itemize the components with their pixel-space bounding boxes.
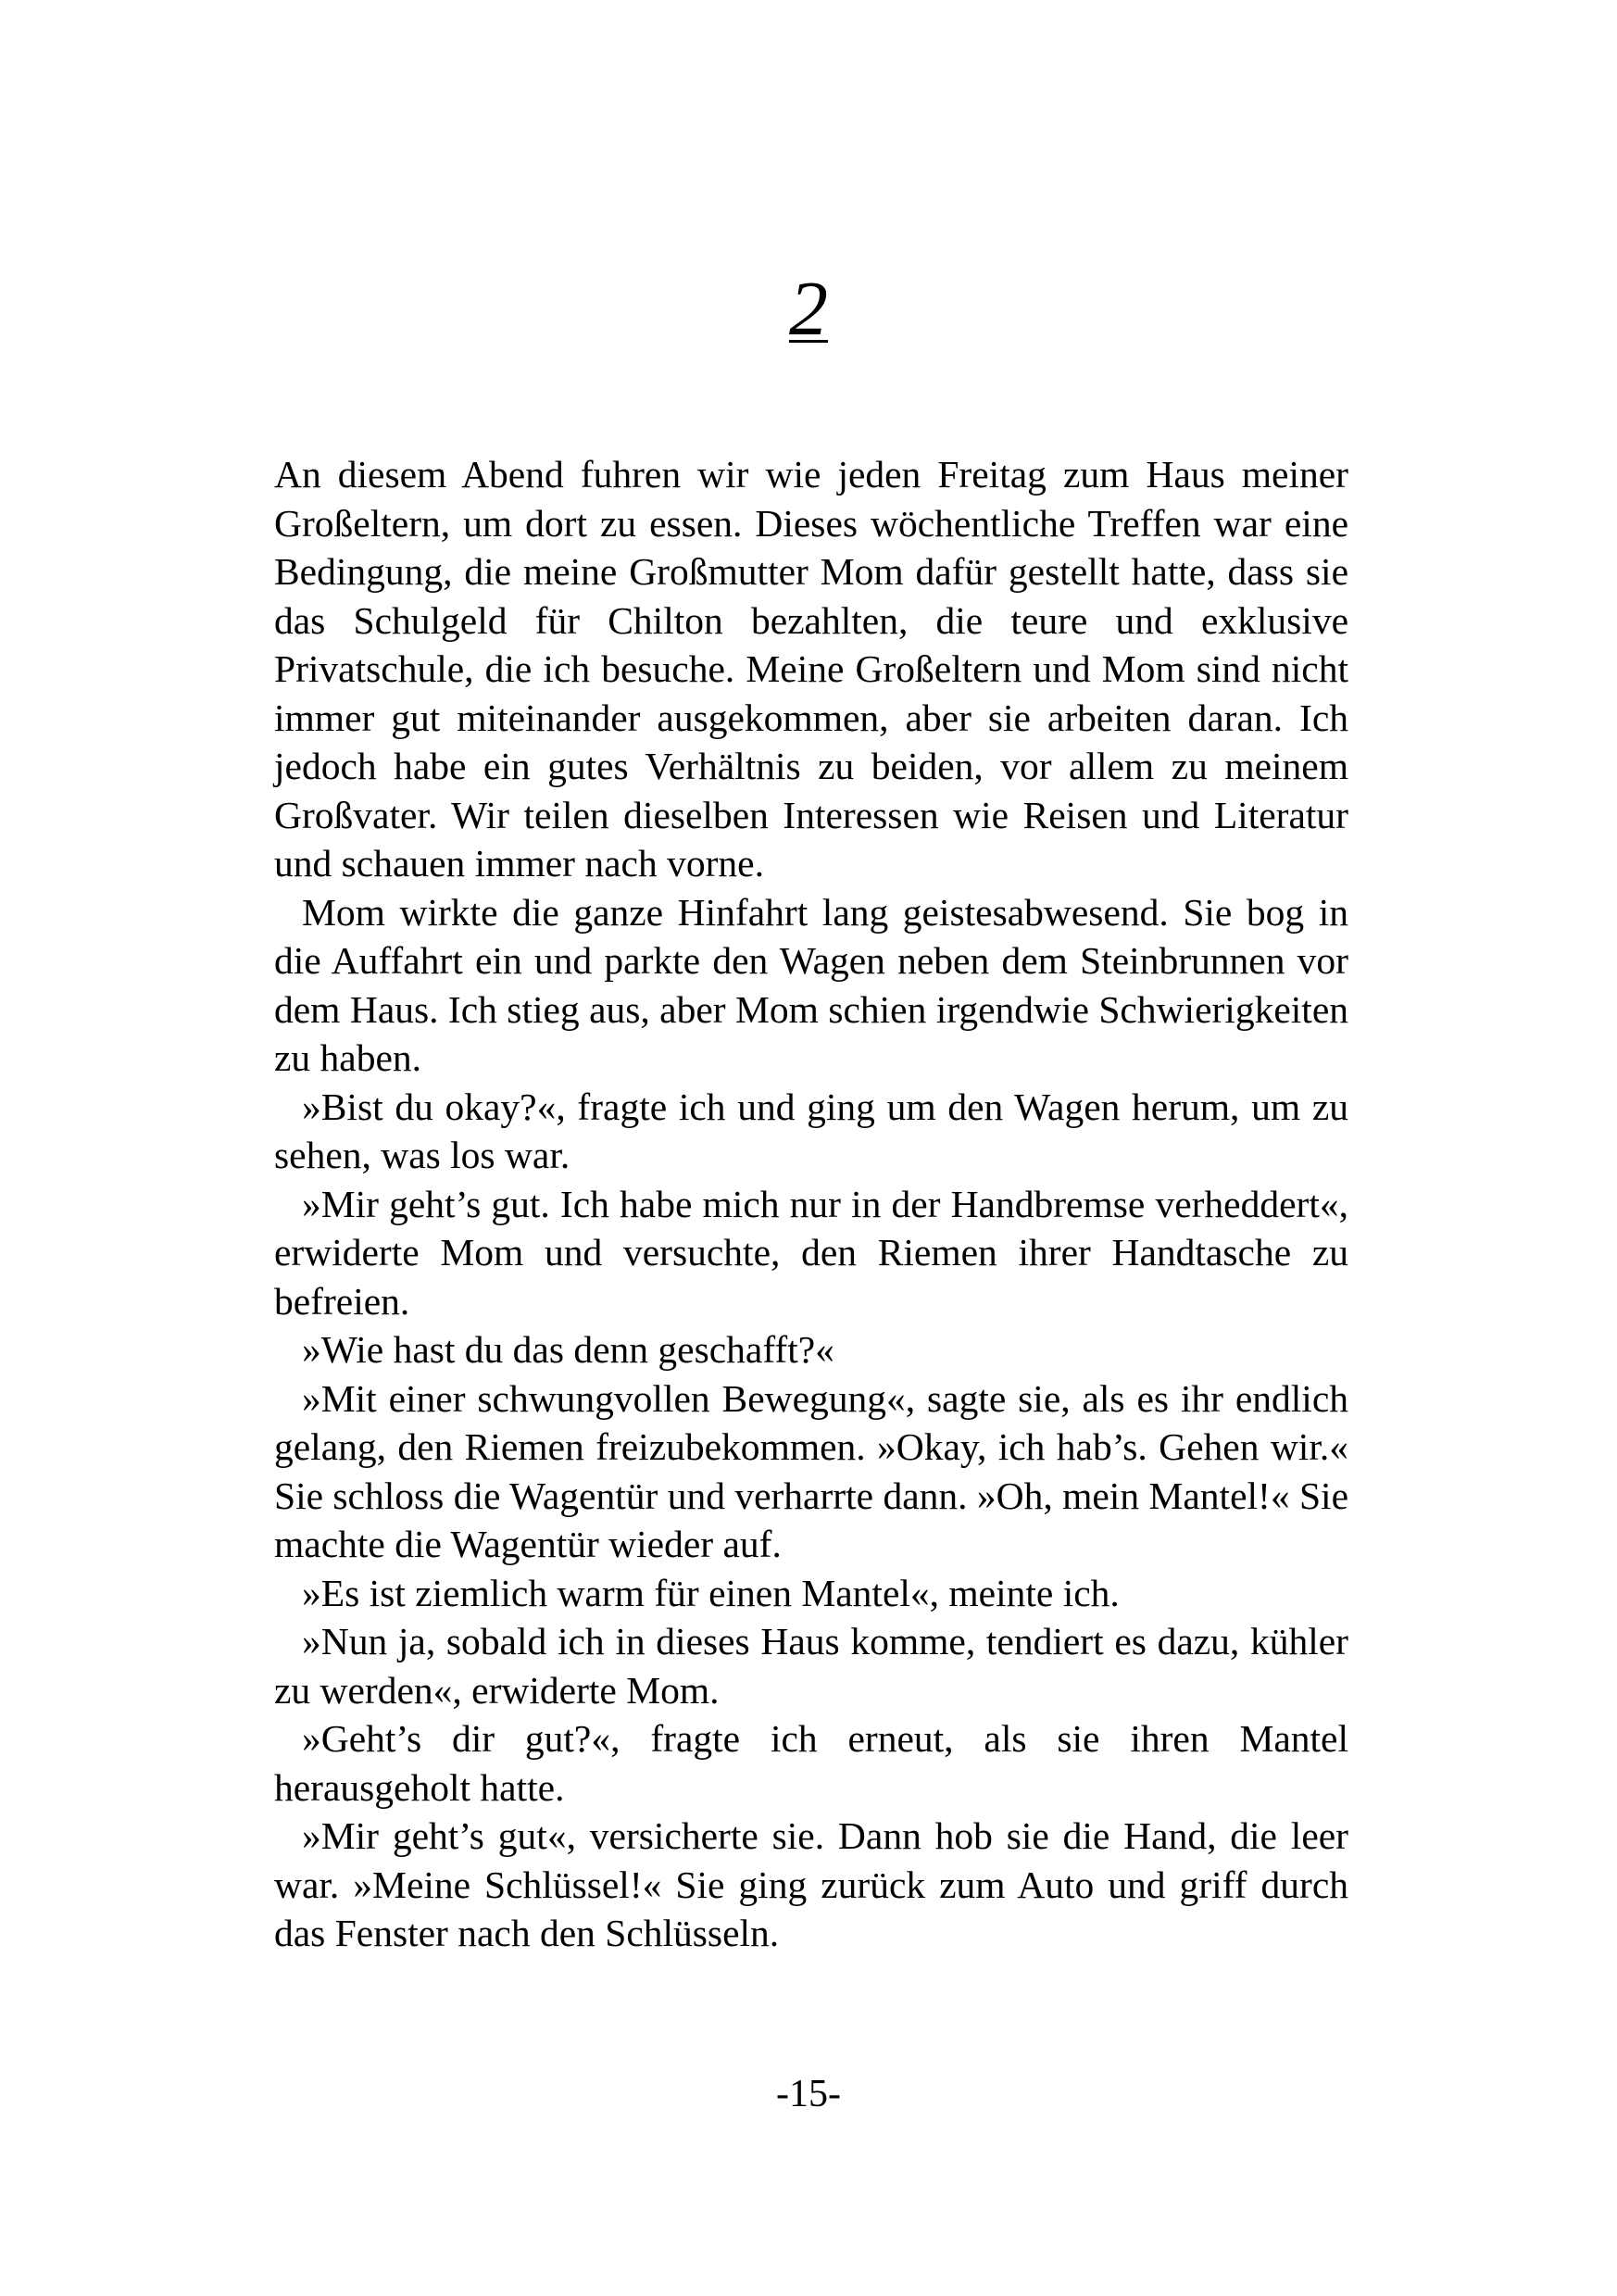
paragraph: »Es ist ziemlich warm für einen Mantel«, meinte ich. <box>302 1571 1120 1614</box>
chapter-number <box>0 266 1617 352</box>
paragraph: »Mir geht’s gut. Ich habe mich nur in der Handbremse verheddert«, erwiderte Mom und versuchte, den Riemen ihrer Handtasche zu befreien. <box>274 1182 1348 1323</box>
paragraph: »Bist du okay?«, fragte ich und ging um den Wagen herum, um zu sehen, was los war. <box>274 1085 1348 1176</box>
paragraph: »Mit einer schwungvollen Bewegung«, sagte sie, als es ihr endlich gelang, den Riemen freizubekommen. »Okay, ich hab’s. Gehen wir.« Sie schloss die Wagentür und verharrte dann. »Oh, mein Mantel!« Sie machte die Wagentür wieder auf. <box>274 1376 1348 1565</box>
paragraph: »Nun ja, sobald ich in dieses Haus komme, tendiert es dazu, kühler zu werden«, erwiderte Mom. <box>274 1620 1348 1712</box>
page-number: -15- <box>776 2073 841 2115</box>
paragraph: »Mir geht’s gut«, versicherte sie. Dann hob sie die Hand, die leer war. »Meine Schlüssel!« Sie ging zurück zum Auto und griff durch das Fenster nach den Schlüsseln. <box>274 1814 1348 1954</box>
chapter-number-text: 2 <box>789 266 828 352</box>
chapter-body <box>274 450 1348 1958</box>
paragraph: An diesem Abend fuhren wir wie jeden Freitag zum Haus meiner Großeltern, um dort zu essen. Dieses wöchentliche Treffen war eine Bedingung, die meine Großmutter Mom dafür gestellt hatte, dass sie das Schulgeld für Chilton bezahlten, die teure und exklusive Privatschule, die ich besuche. Meine Großeltern und Mom sind nicht immer gut miteinander ausgekommen, aber sie arbeiten daran. Ich jedoch habe ein gutes Verhältnis zu beiden, vor allem zu meinem Großvater. Wir teilen dieselben Interessen wie Reisen und Literatur und schauen immer nach vorne. <box>274 453 1348 885</box>
paragraph: Mom wirkte die ganze Hinfahrt lang geistesabwesend. Sie bog in die Auffahrt ein und parkte den Wagen neben dem Steinbrunnen vor dem Haus. Ich stieg aus, aber Mom schien irgendwie Schwierigkeiten zu haben. <box>274 890 1348 1079</box>
paragraph: »Wie hast du das denn geschafft?« <box>302 1328 834 1371</box>
paragraph: »Geht’s dir gut?«, fragte ich erneut, als sie ihren Mantel herausgeholt hatte. <box>274 1717 1348 1809</box>
